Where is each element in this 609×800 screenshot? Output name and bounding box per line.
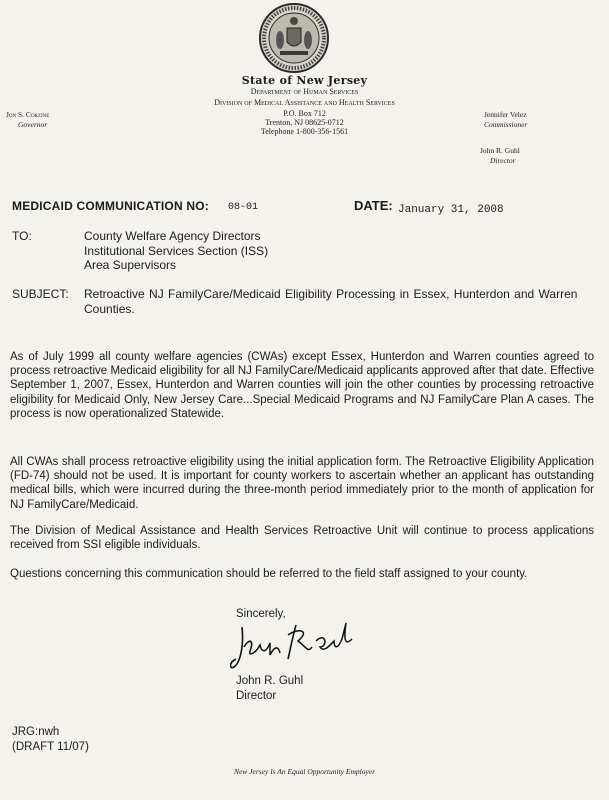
to-label: TO: [12, 229, 32, 243]
signer-name: John R. Guhl [236, 675, 304, 687]
telephone: Telephone 1-800-356-1561 [260, 127, 349, 136]
commissioner-title: Commissioner [484, 120, 528, 129]
city-address: Trenton, NJ 08625-0712 [265, 118, 344, 127]
footer-text: New Jersey Is An Equal Opportunity Employer [233, 767, 376, 776]
closing-salutation: Sincerely, [236, 608, 286, 620]
state-seal-icon [258, 2, 330, 74]
date-value: January 31, 2008 [398, 204, 504, 216]
director-block [480, 146, 520, 166]
division-name: Division of Medical Assistance and Health Services [214, 98, 395, 107]
communication-label: MEDICAID COMMUNICATION NO: [12, 199, 209, 213]
governor-title: Governor [18, 120, 48, 129]
commissioner-name: Jennifer Velez [484, 110, 527, 119]
recipient-item: County Welfare Agency Directors [84, 229, 261, 243]
commissioner-block [484, 110, 527, 130]
subject-text: Retroactive NJ FamilyCare/Medicaid Eligibility Processing in Essex, Hunterdon and Warren Counties. [84, 287, 578, 316]
communication-number: 08-01 [228, 202, 259, 213]
recipient-list [84, 229, 268, 273]
signer-title: Director [236, 689, 277, 702]
reference-initials [12, 725, 89, 754]
recipient-item: Institutional Services Section (ISS) [84, 243, 269, 258]
po-box: P.O. Box 712 [283, 109, 326, 118]
signer-block [236, 674, 303, 703]
department-name: Department of Human Services [250, 87, 359, 96]
body-paragraph: As of July 1999 all county welfare agencies (CWAs) except Essex, Hunterdon and Warren counties agreed to process retroactive Medicaid eligibility for all NJ FamilyCare/Medicaid applicants approved after that date. Effective September 1, 2007, Essex, Hunterdon and Warren counties will join the other counties by processing retroactive eligibility for Medicaid Only, New Jersey Care...Special Medicaid Programs and NJ FamilyCare Plan A cases. The process is now operationalized Statewide. [10, 351, 594, 420]
state-title: State of New Jersey [241, 74, 368, 87]
body-paragraph: Questions concerning this communication should be referred to the field staff assigned to your county. [10, 568, 528, 580]
governor-block [6, 110, 49, 130]
body-paragraph: All CWAs shall process retroactive eligibility using the initial application form. The Retroactive Eligibility Application (FD-74) should not be used. It is important for county workers to ascertain whether an applicant has outstanding medical bills, which were incurred during the three-month period immediately prior to the month of application for NJ FamilyCare/Medicaid. [10, 456, 594, 511]
director-title: Director [490, 156, 516, 165]
recipient-item: Area Supervisors [84, 258, 177, 272]
date-label: DATE: [354, 198, 393, 213]
governor-name: Jon S. Corzine [6, 110, 50, 119]
draft-line: (DRAFT 11/07) [12, 740, 89, 753]
initials-line: JRG:nwh [12, 726, 60, 738]
subject-label: SUBJECT: [12, 287, 69, 301]
director-name: John R. Guhl [480, 146, 520, 155]
signature-icon [230, 617, 360, 673]
body-paragraph: The Division of Medical Assistance and Health Services Retroactive Unit will continue to process applications received from SSI eligible individuals. [10, 525, 594, 552]
